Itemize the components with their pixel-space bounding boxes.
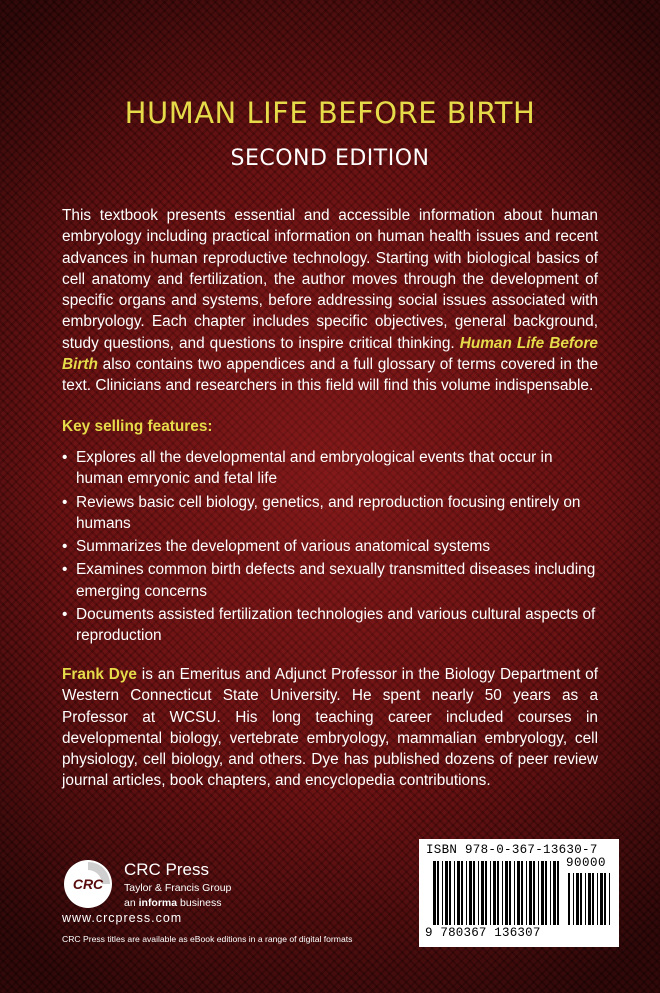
author-name: Frank Dye bbox=[62, 666, 137, 683]
publisher-group: Taylor & Francis Group bbox=[124, 882, 232, 894]
logo-text: CRC bbox=[72, 876, 104, 892]
barcode-bar bbox=[473, 861, 475, 925]
bullet-icon: • bbox=[62, 449, 68, 466]
barcode-bar bbox=[445, 861, 448, 925]
feature-text: Explores all the developmental and embryological events that occur in human emryonic and fetal life bbox=[76, 449, 553, 488]
barcode-bar bbox=[514, 861, 515, 925]
barcode-bar bbox=[538, 861, 539, 925]
barcode-bar bbox=[609, 873, 610, 925]
barcode-bar bbox=[442, 861, 443, 925]
barcode-bar bbox=[457, 861, 460, 925]
barcode-bar bbox=[588, 873, 591, 925]
barcode-bar bbox=[592, 873, 594, 925]
barcode-bar bbox=[541, 861, 544, 925]
feature-item bbox=[62, 447, 602, 490]
barcode-bar bbox=[550, 861, 551, 925]
barcode-bar bbox=[469, 861, 472, 925]
informa-prefix: an bbox=[124, 897, 139, 909]
barcode-bar bbox=[597, 873, 598, 925]
barcode-bar bbox=[533, 861, 535, 925]
author-bio bbox=[62, 664, 598, 792]
publisher-informa bbox=[124, 897, 221, 909]
barcode-bar bbox=[481, 861, 484, 925]
informa-word: informa bbox=[138, 897, 178, 909]
barcode-bar bbox=[454, 861, 455, 925]
feature-text: Documents assisted fertilization technologies and various cultural aspects of reproduction bbox=[76, 606, 596, 645]
barcode-bar bbox=[490, 861, 491, 925]
barcode-bar bbox=[461, 861, 463, 925]
barcode-bar bbox=[576, 873, 579, 925]
crc-logo-icon bbox=[62, 858, 114, 910]
informa-suffix: business bbox=[177, 897, 222, 909]
barcode-digits: 9 780367 136307 bbox=[425, 926, 541, 940]
barcode-bar bbox=[493, 861, 496, 925]
barcode-bar bbox=[585, 873, 586, 925]
bullet-icon: • bbox=[62, 493, 68, 511]
publisher-url[interactable]: www.crcpress.com bbox=[62, 911, 183, 925]
barcode-bar bbox=[485, 861, 487, 925]
barcode-bar bbox=[478, 861, 479, 925]
edition-label: SECOND EDITION bbox=[230, 146, 430, 171]
barcode-bar bbox=[557, 861, 559, 925]
barcode-bar bbox=[568, 873, 570, 925]
barcode-bar bbox=[433, 861, 436, 925]
barcode-bar bbox=[466, 861, 467, 925]
barcode-bar bbox=[580, 873, 582, 925]
bullet-icon: • bbox=[62, 561, 68, 579]
barcode-bar bbox=[449, 861, 451, 925]
book-title: HUMAN LIFE BEFORE BIRTH bbox=[124, 96, 536, 130]
feature-text: Reviews basic cell biology, genetics, and reproduction focusing entirely on humans bbox=[76, 493, 581, 532]
barcode-main-bars bbox=[433, 861, 559, 925]
barcode-bar bbox=[545, 861, 547, 925]
description-text-start: This textbook presents essential and accessible information about human embryology including practical information on human health issues and recent advances in human reproductive technology. Starting with biological basics of cell anatomy and fertilization, the author moves through the development of specific organs and systems, before addressing social issues associated with embryology. Each chapter includes specific objectives, general background, study questions, and questions to inspire critical thinking. bbox=[62, 207, 598, 352]
barcode bbox=[419, 839, 619, 947]
barcode-bar bbox=[505, 861, 508, 925]
barcode-addon-bars bbox=[568, 873, 612, 925]
barcode-bar bbox=[573, 873, 574, 925]
barcode-bar bbox=[600, 873, 603, 925]
author-bio-text: is an Emeritus and Adjunct Professor in the Biology Department of Western Connecticut State University. He spent nearly 50 years as a Professor at WCSU. His long teaching career included courses in developmental biology, vertebrate embryology, mammalian embryology, cell physiology, cell biology, and others. Dye has published dozens of peer review journal articles, book chapters, and encyclopedia contributions. bbox=[62, 666, 598, 790]
feature-text: Examines common birth defects and sexually transmitted diseases including emerging concerns bbox=[76, 561, 596, 600]
feature-item bbox=[62, 559, 602, 602]
barcode-bar bbox=[502, 861, 503, 925]
features-list bbox=[62, 447, 602, 649]
barcode-bar bbox=[517, 861, 520, 925]
feature-item bbox=[62, 536, 602, 557]
feature-item bbox=[62, 492, 602, 535]
barcode-addon-digits: 90000 bbox=[566, 856, 607, 870]
barcode-bar bbox=[497, 861, 499, 925]
features-heading: Key selling features: bbox=[62, 418, 213, 435]
barcode-bar bbox=[553, 861, 556, 925]
feature-item bbox=[62, 604, 602, 647]
publisher-name: CRC Press bbox=[124, 860, 210, 879]
barcode-bar bbox=[604, 873, 606, 925]
barcode-bar bbox=[529, 861, 532, 925]
barcode-bar bbox=[526, 861, 527, 925]
bullet-icon: • bbox=[62, 606, 68, 624]
description-book-title: Human Life Before Birth bbox=[62, 334, 598, 374]
bullet-icon: • bbox=[62, 538, 68, 556]
book-description bbox=[62, 205, 598, 397]
barcode-bar bbox=[509, 861, 511, 925]
ebook-note: CRC Press titles are available as eBook editions in a range of digital formats bbox=[62, 934, 353, 944]
description-text-end: also contains two appendices and a full glossary of terms covered in the text. Clinicians and researchers in this field will find this volume indispensable. bbox=[62, 356, 598, 395]
isbn-label: ISBN 978-0-367-13630-7 bbox=[426, 843, 598, 857]
feature-text: Summarizes the development of various anatomical systems bbox=[76, 538, 491, 556]
barcode-bar bbox=[521, 861, 523, 925]
barcode-bar bbox=[437, 861, 439, 925]
